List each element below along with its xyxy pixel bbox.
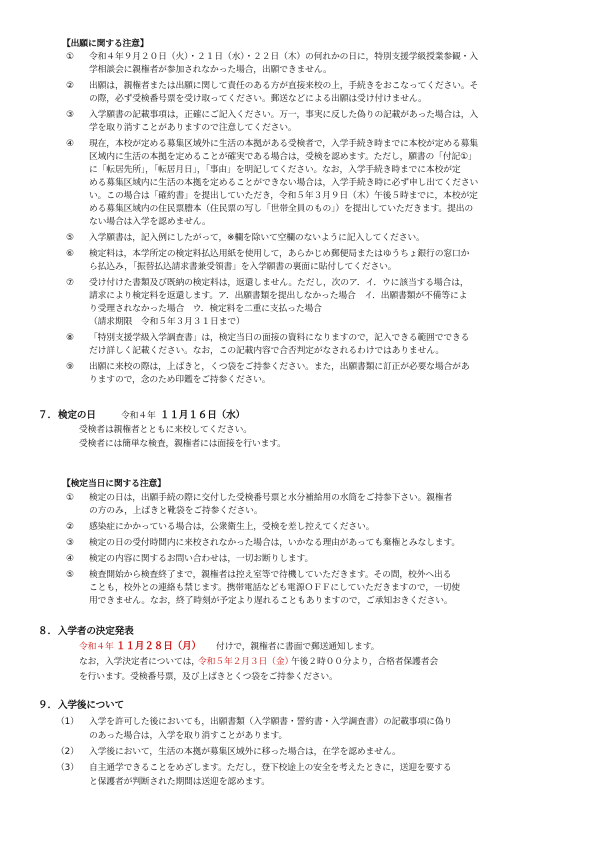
item-number: ④ — [66, 139, 74, 149]
decision-line: 付けで，親権者に書面で郵送通知します。 — [216, 642, 380, 652]
item-line: の際，必ず受検番号票を受け取ってください。郵送などによる出願は受け付けません。 — [89, 94, 427, 104]
decision-date-era: 令和４年 — [79, 642, 114, 652]
item-line: 入学を許可した後においても，出願書類（入学願書・誓約書・入学調査書）の記載事項に偽り — [89, 717, 453, 727]
item-line: と保護者が判断された期間は送迎を認めます。 — [89, 777, 270, 787]
item-number: ① — [66, 493, 74, 503]
item-line: 入学願書の記載事項は，正確にご記入ください。万一，事実に反した偽りの記載があった場合は，入 — [89, 110, 479, 120]
item-line: 出願は，親権者または出願に関して責任のある方が直接来校の上，手続きをおこなってください。そ — [89, 81, 479, 91]
item-number: ③ — [66, 538, 74, 548]
decision-heading: 入学者の決定発表 — [58, 626, 134, 637]
exam-day-heading: 検定の日 — [58, 410, 96, 421]
exam-date-era: 令和４年 — [121, 411, 156, 421]
item-line: 出願に来校の際は，上ばきと，くつ袋をご持参ください。また，出願書類に訂正が必要な場合があ — [89, 362, 470, 372]
item-line: に「転居先所」，「転居月日」，「事由」を明記してください。なお，入学手続き時までに本校が定 — [89, 165, 461, 175]
item-number: ⑨ — [66, 362, 74, 372]
item-line: める募集区域内に生活の本拠を定めることができない場合は，入学手続き時に必ず申し出てください — [89, 178, 479, 188]
item-number: ① — [66, 52, 74, 62]
item-number: ⑤ — [66, 233, 74, 243]
item-line: 学を取り消すことがありますので注意してください。 — [89, 123, 297, 133]
item-number: ② — [66, 81, 74, 91]
item-line: 用できません。なお，終了時刻が予定より遅れることもありますので，ご承知おきください。 — [89, 596, 453, 606]
decision-line: を行います。受検番号票，及び上ばきとくつ袋をご持参ください。 — [79, 672, 338, 682]
item-line: 感染症にかかっている場合は，公衆衛生上，受検を差し控えてください。 — [89, 522, 375, 532]
exam-day-notes-heading: 【検定当日に関する注意】 — [62, 479, 166, 489]
item-line: 令和４年９月２０日（火）・２１日（水）・２２日（木）の何れかの日に，特別支援学級授業参観・入 — [89, 52, 478, 62]
item-line: 検定の日は，出願手続の際に交付した受検番号票と水分補給用の水筒をご持参下さい。親権者 — [89, 493, 453, 503]
decision-date: １１月２８日（月） — [116, 641, 201, 652]
item-number: （3） — [56, 763, 79, 773]
item-line: 自主通学できることをめざします。ただし，登下校途上の安全を考えたときに，送迎を要する — [89, 763, 452, 773]
after-admission-heading: 入学後について — [58, 700, 124, 711]
item-line: 検定料は，本学所定の検定料払込用紙を使用して，あらかじめ郵便局またはゆうちょ銀行の窓口か — [89, 249, 470, 259]
decision-line: なお，入学決定者については， — [79, 657, 200, 667]
item-line: 請求により検定料を返還します。ア．出願書類を提出しなかった場合 イ．出願書類が不備等によ — [89, 291, 468, 301]
item-line: ら払込み，「振替払込請求書兼受領書」を入学願書の裏面に貼付してください。 — [89, 262, 397, 272]
item-number: ④ — [66, 554, 74, 564]
item-line: 「特別支援学級入学調査書」は，検定当日の面接の資料になりますので，記入できる範囲でできる — [89, 333, 470, 343]
application-notes-heading: 【出願に関する注意】 — [62, 39, 149, 49]
item-line: 学相談会に親権者が参加されなかった場合，出願できません。 — [89, 65, 332, 75]
exam-day-line: 受検者は親権者とともに来校してください。 — [79, 425, 252, 435]
item-line: 検定の内容に関するお問い合わせは，一切お断りします。 — [89, 554, 314, 564]
item-line: 検定の日の受付時間内に来校されなかった場合は，いかなる理由があっても棄権とみなします。 — [89, 538, 461, 548]
item-line: 入学願書は，記入例にしたがって，※欄を除いて空欄のないように記入してください。 — [89, 233, 425, 243]
item-line: りますので，念のため印鑑をご持参ください。 — [89, 375, 271, 385]
item-line: 区域内に生活の本拠を定めることが確実である場合は，受検を認めます。ただし，願書の「付記①」 — [89, 152, 477, 162]
item-line: ない場合は入学を認めません。 — [89, 217, 211, 227]
section-number: ８． — [38, 626, 57, 637]
item-line: の方のみ，上ばきと靴袋をご持参ください。 — [89, 506, 263, 516]
item-number: ⑦ — [66, 278, 74, 288]
item-line: 検査開始から検査終了まで，親権者は控え室等で待機していただきます。その間，校外へ出る — [89, 570, 452, 580]
item-line: のあった場合は，入学を取り消すことがあります。 — [89, 731, 288, 741]
section-number: ９． — [38, 700, 57, 711]
parents-meeting-date: 令和５年２月３日（金） — [198, 657, 294, 667]
item-line: める募集区域内の住民票謄本（住民票の写し「世帯全員のもの」）を提出していただきます。提出の — [89, 204, 474, 214]
item-number: ⑤ — [66, 570, 74, 580]
item-number: ⑥ — [66, 249, 74, 259]
exam-day-line: 受検者には簡単な検査，親権者には面接を行います。 — [79, 439, 286, 449]
item-line: （請求期限 令和５年３月３１日まで） — [89, 317, 245, 327]
item-line: 入学後において，生活の本拠が募集区域外に移った場合は，在学を認めません。 — [89, 747, 401, 757]
item-number: ② — [66, 522, 74, 532]
item-line: い。この場合は「確約書」を提出していただき，令和５年３月９日（木）午後５時までに，本校が定 — [89, 191, 478, 201]
item-number: ③ — [66, 110, 74, 120]
decision-line: 午後２時００分より，合格者保護者会 — [291, 657, 438, 667]
exam-date: １１月１６日（水） — [160, 410, 245, 421]
item-number: （2） — [56, 747, 79, 757]
item-line: り受理されなかった場合 ウ．検定料を二重に支払った場合 — [89, 304, 322, 314]
item-number: （1） — [56, 717, 79, 727]
item-number: ⑧ — [66, 333, 74, 343]
item-line: ことも，校外との連絡も禁じます。携帯電話なども電源ＯＦＦにしていただきますので，一切使 — [89, 583, 460, 593]
item-line: だけ詳しく記載ください。なお，この記載内容で合否判定がなされるわけではありません。 — [89, 346, 445, 356]
item-line: 現在，本校が定める募集区域外に生活の本拠がある受検者で，入学手続き時までに本校が定める募集 — [89, 139, 478, 149]
item-line: 受け付けた書類及び既納の検定料は，返還しません。ただし，次のア．イ．ウに該当する場合は， — [89, 278, 469, 288]
section-number: ７． — [38, 410, 57, 421]
